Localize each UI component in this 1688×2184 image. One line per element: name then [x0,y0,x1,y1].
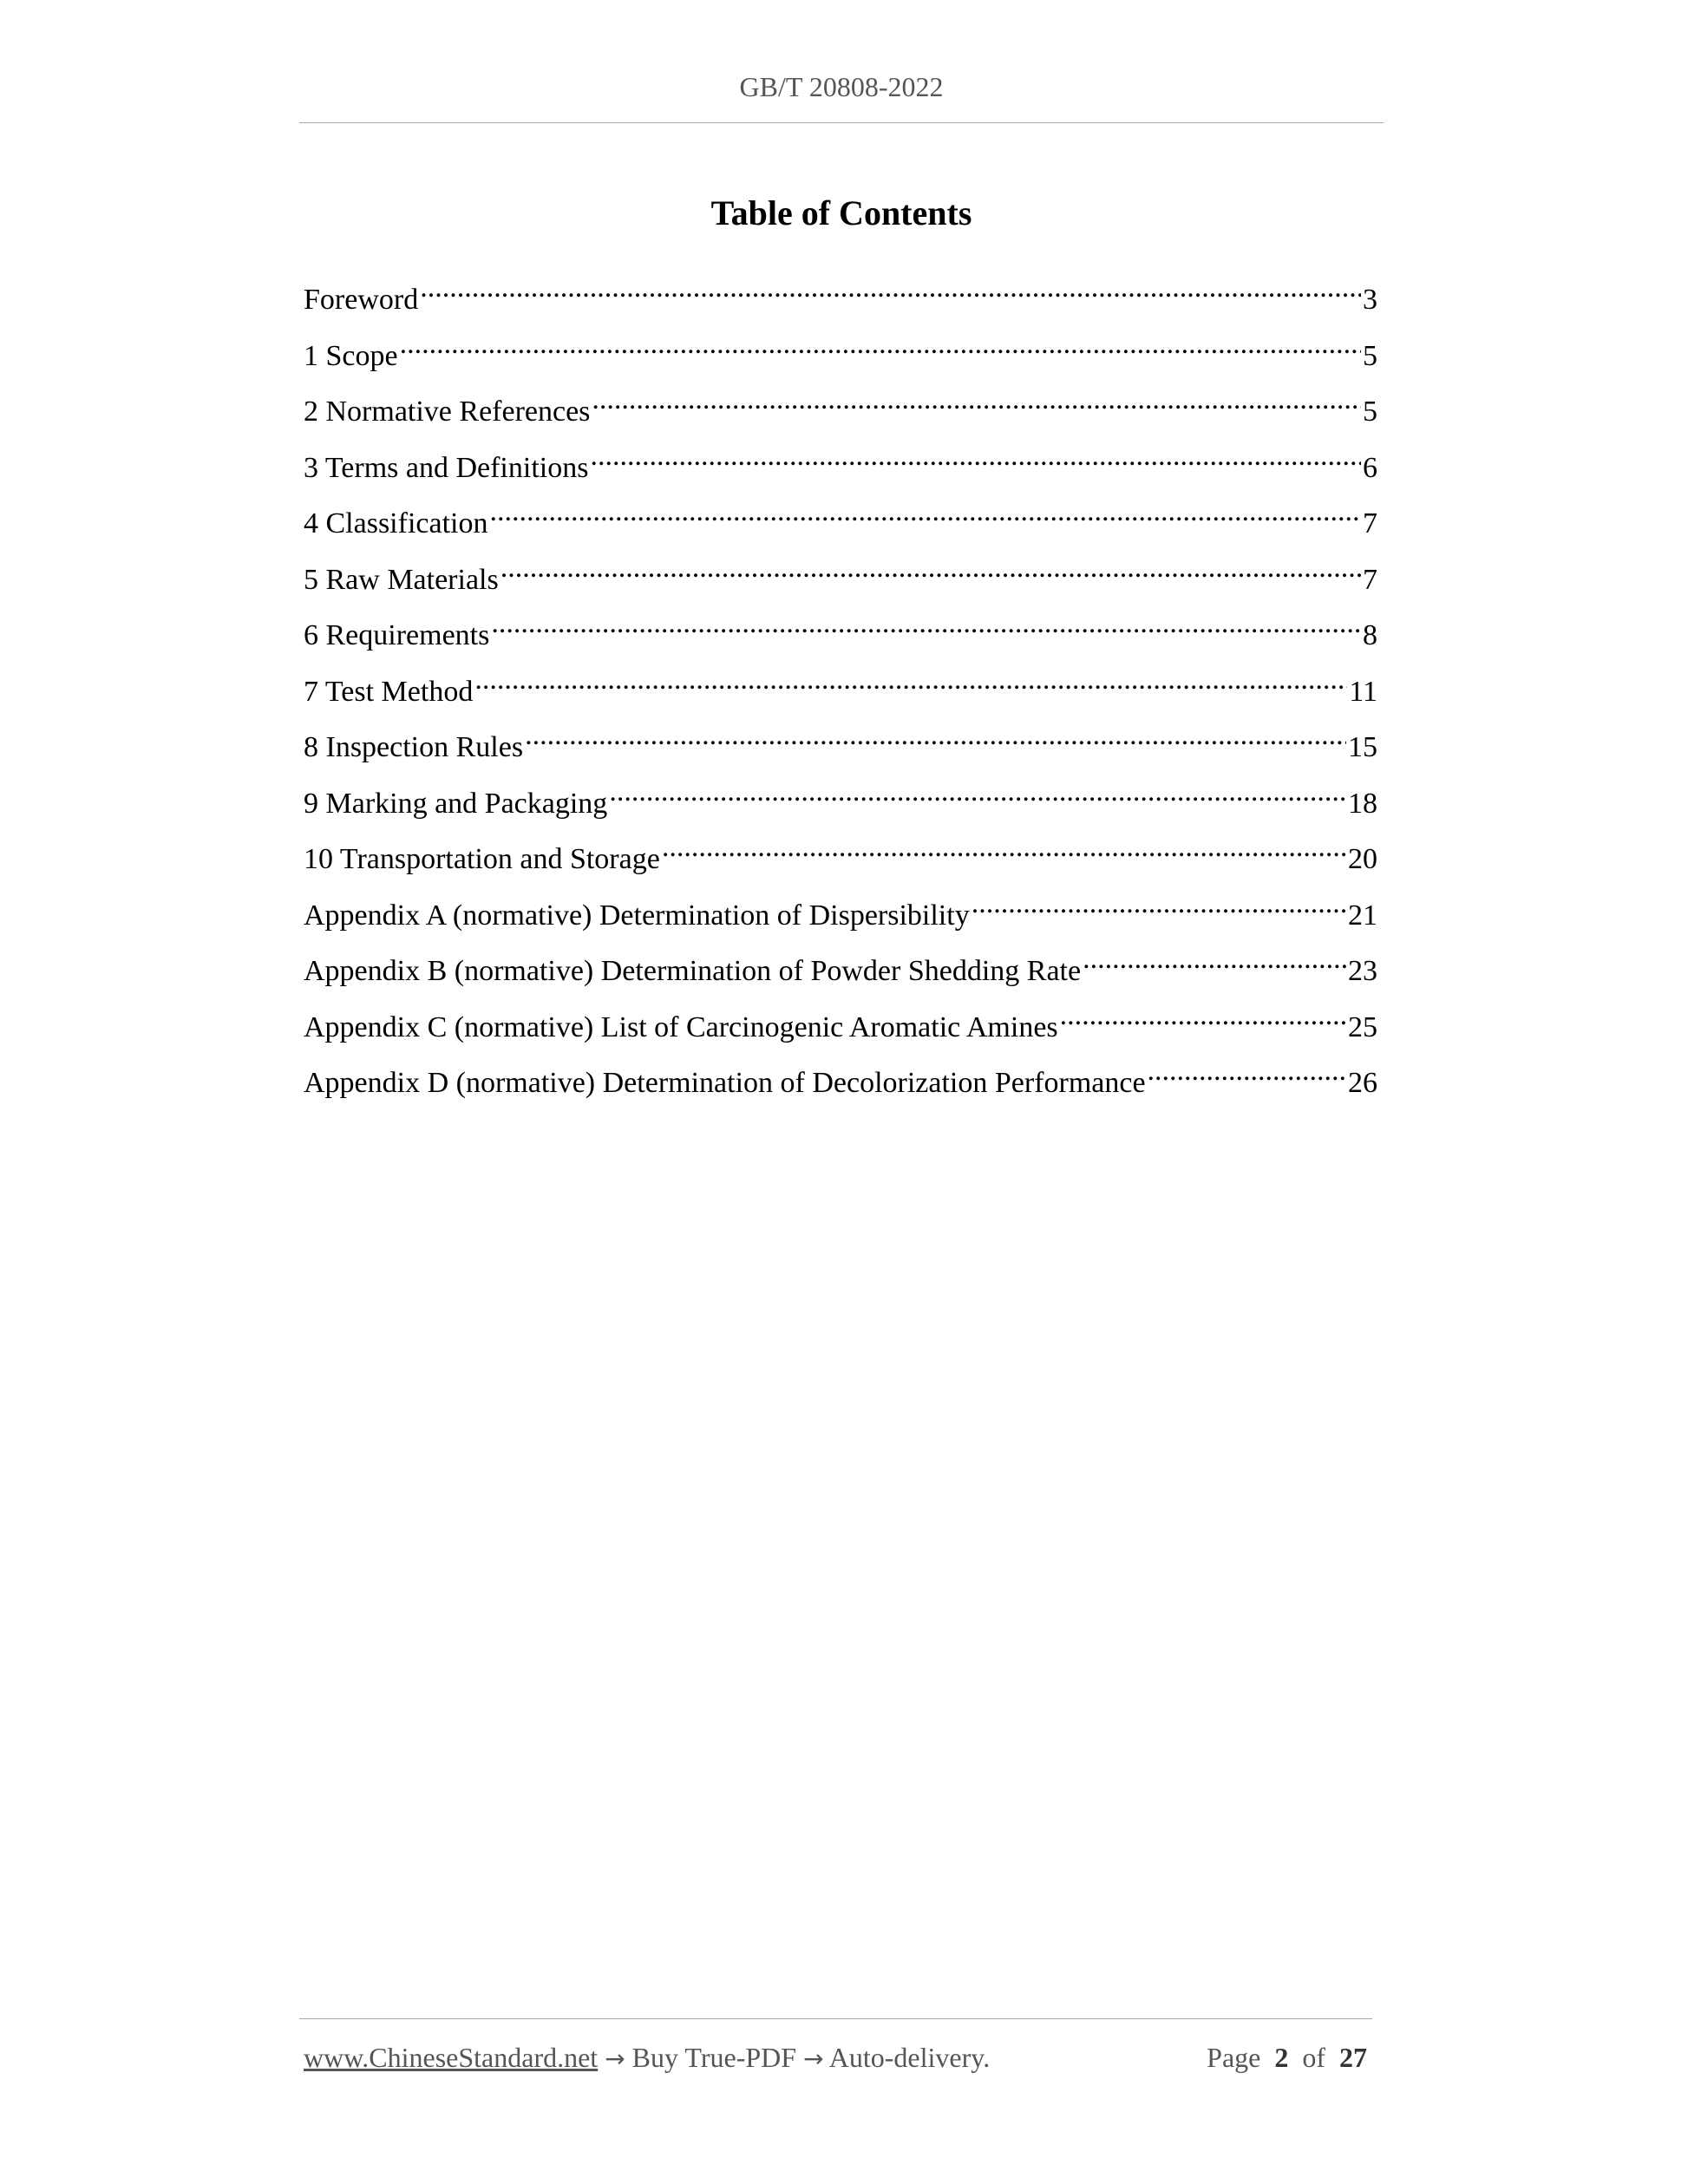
toc-entry-label: 9 Marking and Packaging [304,787,608,820]
toc-entry-page: 25 [1348,1010,1377,1043]
toc-entry-label: Appendix C (normative) List of Carcinogenic Aromatic Amines [304,1010,1058,1043]
page-footer [304,2037,1372,2077]
total-pages-number: 27 [1339,2042,1367,2073]
toc-entry-label: 3 Terms and Definitions [304,451,589,484]
toc-dot-leader [662,827,1346,868]
website-link[interactable]: www.ChineseStandard.net [304,2042,599,2073]
footer-divider [299,2018,1372,2019]
toc-list [304,267,1377,1107]
page-label: Page [1207,2042,1261,2073]
toc-entry-page: 15 [1348,731,1377,763]
toc-entry-page: 5 [1363,396,1377,428]
toc-dot-leader [592,379,1361,421]
buy-true-pdf-text: Buy True-PDF [631,2042,797,2073]
toc-entry-page: 5 [1363,339,1377,372]
toc-entry-page: 8 [1363,619,1377,651]
toc-entry-marking-packaging[interactable] [304,771,1377,827]
toc-entry-transportation-storage[interactable] [304,827,1377,883]
toc-dot-leader [501,547,1361,589]
toc-entry-label: 5 Raw Materials [304,563,499,596]
toc-dot-leader [972,883,1346,925]
toc-entry-label: 6 Requirements [304,619,490,651]
toc-entry-page: 7 [1363,507,1377,539]
toc-dot-leader [489,491,1361,533]
toc-entry-inspection-rules[interactable] [304,715,1377,771]
toc-dot-leader [590,435,1361,477]
toc-entry-page: 18 [1348,787,1377,820]
toc-dot-leader [1148,1050,1346,1092]
toc-entry-page: 21 [1348,899,1377,932]
toc-dot-leader [1060,995,1346,1036]
document-header-code: GB/T 20808-2022 [739,71,944,102]
toc-entry-label: 4 Classification [304,507,488,539]
auto-delivery-text: Auto-delivery. [828,2042,991,2073]
toc-entry-label: 1 Scope [304,339,398,372]
toc-entry-normative-references[interactable] [304,379,1377,435]
toc-entry-page: 23 [1348,955,1377,987]
toc-entry-requirements[interactable] [304,603,1377,659]
toc-entry-label: Appendix A (normative) Determination of Dispersibility [304,899,970,932]
toc-entry-label: Foreword [304,284,419,316]
of-label: of [1302,2042,1325,2073]
toc-dot-leader [474,659,1347,701]
arrow-right-icon: → [803,2044,824,2073]
toc-entry-scope[interactable] [304,324,1377,380]
toc-dot-leader [400,324,1361,365]
toc-entry-label: 10 Transportation and Storage [304,843,660,875]
toc-entry-label: Appendix B (normative) Determination of Powder Shedding Rate [304,955,1082,987]
toc-entry-appendix-c[interactable] [304,995,1377,1051]
toc-entry-appendix-b[interactable] [304,938,1377,995]
toc-entry-page: 26 [1348,1067,1377,1099]
toc-entry-page: 3 [1363,284,1377,316]
toc-entry-appendix-a[interactable] [304,883,1377,939]
toc-entry-label: 7 Test Method [304,675,474,708]
toc-entry-label: Appendix D (normative) Determination of Decolorization Performance [304,1067,1146,1099]
toc-entry-foreword[interactable] [304,267,1377,324]
toc-entry-page: 20 [1348,843,1377,875]
toc-entry-raw-materials[interactable] [304,547,1377,604]
current-page-number: 2 [1274,2042,1289,2073]
arrow-right-icon: → [605,2044,625,2073]
footer-promo [304,2037,990,2079]
toc-entry-classification[interactable] [304,491,1377,547]
toc-dot-leader [1083,938,1346,980]
toc-dot-leader [525,715,1346,756]
toc-dot-leader [420,267,1361,309]
toc-entry-page: 6 [1363,451,1377,484]
toc-entry-label: 8 Inspection Rules [304,731,524,763]
toc-entry-page: 7 [1363,563,1377,596]
toc-entry-appendix-d[interactable] [304,1050,1377,1107]
toc-dot-leader [609,771,1346,813]
toc-entry-test-method[interactable] [304,659,1377,716]
header-divider [299,122,1384,123]
toc-dot-leader [491,603,1361,644]
toc-title: Table of Contents [710,193,972,232]
toc-entry-label: 2 Normative References [304,396,591,428]
toc-entry-page: 11 [1349,675,1377,708]
toc-entry-terms-definitions[interactable] [304,435,1377,492]
page-indicator [1207,2037,1367,2077]
